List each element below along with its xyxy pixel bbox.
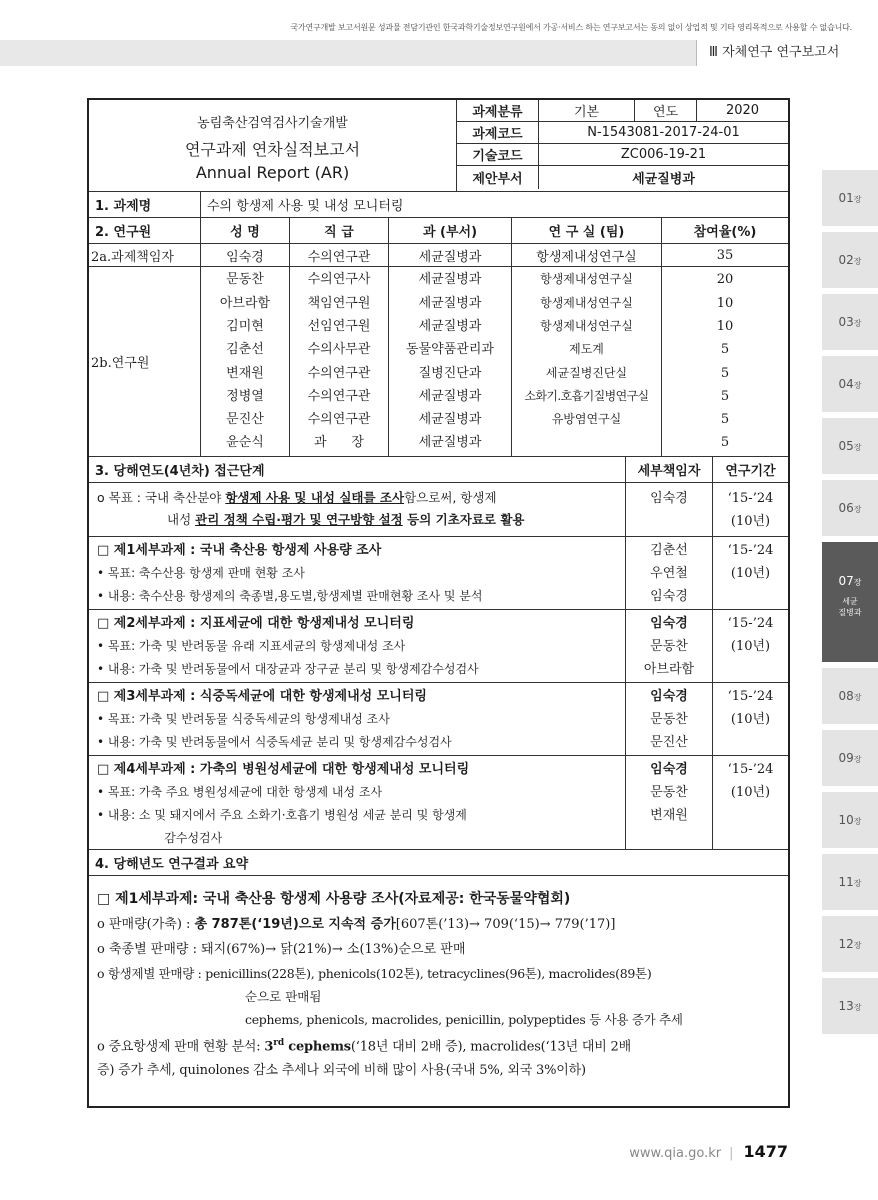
members-row — [89, 267, 788, 457]
member-name: 변재원 — [226, 365, 264, 381]
member-name: 윤순식 — [226, 435, 264, 451]
year-label: 연도 — [635, 100, 697, 121]
col-name: 성 명 — [201, 218, 290, 243]
report-table — [87, 98, 790, 1108]
subtask-2-resp: 임숙경 문동찬 아브라함 — [626, 610, 713, 682]
subtask-3-period: ‘15-’24 (10년) — [727, 689, 774, 727]
subtask-1 — [89, 537, 626, 609]
subtask-3 — [89, 683, 626, 755]
subtask-2 — [89, 610, 626, 682]
goal-resp: 임숙경 — [626, 483, 713, 536]
tab-ch12[interactable]: 12장 — [822, 916, 878, 972]
member-dept: 질병진단과 — [418, 365, 482, 381]
goal-text-3: 함으로써, 항생제 — [404, 490, 497, 505]
copyright-notice: 국가연구개발 보고서원문 성과물 전담기관인 한국과학기술정보연구원에서 가공·서비스 하는 연구보고서는 동의 없이 상업적 및 기타 영리목적으로 사용할 수 없습니다. — [290, 23, 852, 32]
lead-pct: 35 — [716, 247, 734, 263]
page-footer — [629, 1142, 788, 1161]
approach-label: 3. 당해연도(4년차) 접근단계 — [89, 457, 626, 482]
member-dept: 세균질병과 — [418, 295, 482, 311]
member-title: 책임연구원 — [307, 295, 371, 311]
results-line-4b: 증) 증가 추세, quinolones 감소 추세나 외국에 비해 많이 사용(국내 5%, 외국 3%이하) — [97, 1063, 586, 1079]
goal-text-6: 등의 기초자료로 활용 — [402, 512, 525, 527]
tab-ch03[interactable]: 03장 — [822, 294, 878, 350]
member-lab: 항생제내성연구실 — [540, 318, 633, 333]
subtask-4-title: □ 제4세부과제 : 가축의 병원성세균에 대한 항생제내성 모니터링 — [97, 762, 470, 777]
tab-ch08[interactable]: 08장 — [822, 668, 878, 724]
member-dept: 세균질병과 — [418, 272, 482, 288]
results-header-row — [89, 850, 788, 876]
members-depts — [389, 267, 512, 456]
title-line3: Annual Report (AR) — [195, 163, 350, 182]
goal-text-1: o 목표 : 국내 축산분야 — [97, 490, 226, 505]
tab-ch01[interactable]: 01장 — [822, 170, 878, 226]
subtask-2-line: • 내용: 가축 및 반려동물에서 대장균과 장구균 분리 및 항생제감수성검사 — [97, 662, 479, 676]
chapter-tabs — [822, 170, 878, 1040]
subtask-3-resp: 임숙경 문동찬 문진산 — [626, 683, 713, 755]
tab-ch09[interactable]: 09장 — [822, 730, 878, 786]
member-title: 수의연구관 — [307, 388, 371, 404]
member-name: 김미현 — [226, 318, 264, 334]
approach-header-row — [89, 457, 788, 483]
col-lab: 연 구 실 (팀) — [512, 218, 662, 243]
subtask-2-row — [89, 610, 788, 683]
chapter-header: Ⅲ 자체연구 연구보고서 — [696, 40, 878, 66]
subtask-1-line: • 내용: 축수산용 항생제의 축종별,용도별,항생제별 판매현황 조사 및 분석 — [97, 589, 483, 603]
lead-row — [89, 244, 788, 267]
member-lab: 항생제내성연구실 — [540, 272, 633, 287]
results-line-3b: 순으로 판매됨 — [245, 989, 322, 1004]
results-line-4: o 중요항생제 판매 현황 분석: 3rd cephems(‘18년 대비 2배 증), macrolides(‘13년 대비 2배 — [97, 1038, 631, 1055]
member-title: 수의연구관 — [307, 412, 371, 428]
results-label: 4. 당해년도 연구결과 요약 — [95, 857, 249, 872]
project-name-label: 1. 과제명 — [89, 192, 201, 217]
members-pcts — [662, 267, 788, 456]
member-lab: 제도계 — [569, 342, 604, 357]
member-lab: 세균질병진단실 — [545, 365, 628, 380]
member-dept: 세균질병과 — [418, 435, 482, 451]
tab-ch13[interactable]: 13장 — [822, 978, 878, 1034]
col-dept: 과 (부서) — [389, 218, 512, 243]
results-line-3c: cephems, phenicols, macrolides, penicillin, polypeptides 등 사용 증가 추세 — [245, 1012, 683, 1027]
subtask-4-row — [89, 756, 788, 850]
member-title: 수의연구관 — [307, 365, 371, 381]
goal-text-2: 항생제 사용 및 내성 실태를 조사 — [225, 490, 405, 505]
tab-ch11[interactable]: 11장 — [822, 854, 878, 910]
class-label: 과제분류 — [457, 100, 539, 121]
subtask-1-row — [89, 537, 788, 610]
goal-period: ‘15-’24 (10년) — [727, 491, 774, 529]
dept-value: 세균질병과 — [632, 172, 695, 187]
staff-label: 2. 연구원 — [89, 218, 201, 243]
project-name-value: 수의 항생제 사용 및 내성 모니터링 — [207, 199, 404, 214]
results-line-3: o 항생제별 판매량 : penicillins(228톤), phenicols(102톤), tetracyclines(96톤), macrolides(89톤) — [97, 966, 652, 981]
tab-ch05[interactable]: 05장 — [822, 418, 878, 474]
member-lab: 항생제내성연구실 — [540, 295, 633, 310]
subtask-1-title: □ 제1세부과제 : 국내 축산용 항생제 사용량 조사 — [97, 543, 382, 558]
member-pct: 20 — [716, 272, 734, 288]
members-labs — [512, 267, 662, 456]
results-line-2: o 축종별 판매량 : 돼지(67%)→ 닭(21%)→ 소(13%)순으로 판매 — [97, 942, 466, 957]
member-title: 과 장 — [314, 435, 364, 451]
footer-url[interactable]: www.qia.go.kr — [629, 1146, 722, 1161]
members-titles — [290, 267, 389, 456]
results-line-1: o 판매량(가축) : 총 787톤(‘19년)으로 지속적 증가[607톤(’13)→ 709(‘15)→ 779(’17)] — [97, 917, 616, 932]
lead-name: 임숙경 — [201, 244, 290, 266]
member-name: 정병열 — [226, 388, 264, 404]
project-name-row — [89, 192, 788, 218]
subtask-3-row — [89, 683, 788, 756]
subtask-4-line: • 내용: 소 및 돼지에서 주요 소화기·호흡기 병원성 세균 분리 및 항생제 — [97, 808, 467, 822]
subtask-4 — [89, 756, 626, 849]
tab-ch10[interactable]: 10장 — [822, 792, 878, 848]
member-dept: 동물약품관리과 — [406, 342, 494, 358]
col-resp: 세부책임자 — [626, 457, 713, 482]
member-pct: 5 — [720, 365, 730, 381]
title-line2: 연구과제 연차실적보고서 — [184, 140, 361, 159]
member-dept: 세균질병과 — [418, 388, 482, 404]
member-pct: 10 — [716, 295, 734, 311]
subtask-3-line: • 목표: 가축 및 반려동물 식중독세균의 항생제내성 조사 — [97, 712, 390, 726]
subtask-4-resp: 임숙경 문동찬 변재원 — [626, 756, 713, 849]
lead-dept: 세균질병과 — [389, 244, 512, 266]
year-value: 2020 — [725, 103, 760, 118]
member-title: 수의연구사 — [307, 272, 371, 288]
lead-label: 2a.과제책임자 — [89, 244, 201, 266]
col-period: 연구기간 — [725, 464, 776, 479]
member-name: 문동찬 — [226, 272, 264, 288]
member-pct: 5 — [720, 342, 730, 358]
member-lab: 유방염연구실 — [551, 412, 622, 427]
member-name: 문진산 — [226, 412, 264, 428]
member-dept: 세균질병과 — [418, 412, 482, 428]
member-name: 아브라함 — [219, 295, 271, 311]
subtask-2-line: • 목표: 가축 및 반려동물 유래 지표세균의 항생제내성 조사 — [97, 639, 406, 653]
tab-ch07-active[interactable]: 07장 세균 질병과 — [822, 542, 878, 662]
members-label: 2b.연구원 — [89, 267, 201, 456]
goal-row — [89, 483, 788, 537]
report-title — [89, 100, 457, 191]
code-label: 과제코드 — [457, 122, 539, 143]
col-pct: 참여율(%) — [693, 225, 757, 240]
subtask-4-period: ‘15-’24 (10년) — [727, 762, 774, 800]
results-body-row — [89, 876, 788, 1106]
footer-separator: | — [729, 1146, 734, 1161]
dept-label: 제안부서 — [457, 166, 539, 189]
member-pct: 5 — [720, 388, 730, 404]
member-lab: 소화기.호흡기질병연구실 — [524, 388, 649, 403]
class-value: 기본 — [539, 100, 635, 121]
title-line1: 농림축산검역검사기술개발 — [197, 116, 348, 131]
header-bar — [0, 40, 878, 66]
results-heading: □ 제1세부과제: 국내 축산용 항생제 사용량 조사(자료제공: 한국동물약협회) — [97, 891, 571, 907]
meta-table — [457, 100, 788, 191]
subtask-4-line: • 목표: 가축 주요 병원성세균에 대한 항생제 내성 조사 — [97, 785, 383, 799]
subtask-1-resp: 김춘선 우연철 임숙경 — [626, 537, 713, 609]
member-pct: 5 — [720, 412, 730, 428]
goal-text-5: 관리 정책 수립·평가 및 연구방향 설정 — [195, 512, 403, 527]
subtask-3-title: □ 제3세부과제 : 식중독세균에 대한 항생제내성 모니터링 — [97, 689, 427, 704]
code-value: N-1543081-2017-24-01 — [587, 125, 740, 140]
member-pct: 5 — [720, 435, 730, 451]
subtask-3-line: • 내용: 가축 및 반려동물에서 식중독세균 분리 및 항생제감수성검사 — [97, 735, 452, 749]
subtask-1-line: • 목표: 축수산용 항생제 판매 현황 조사 — [97, 566, 305, 580]
tech-value: ZC006-19-21 — [620, 147, 707, 162]
tab-ch04[interactable]: 04장 — [822, 356, 878, 412]
member-pct: 10 — [716, 318, 734, 334]
subtask-2-period: ‘15-’24 (10년) — [727, 616, 774, 654]
results-body — [89, 876, 788, 1106]
subtask-4-line: 감수성검사 — [149, 831, 223, 845]
page-number: 1477 — [743, 1142, 788, 1161]
staff-header-row — [89, 218, 788, 244]
member-name: 김춘선 — [226, 342, 264, 358]
subtask-2-title: □ 제2세부과제 : 지표세균에 대한 항생제내성 모니터링 — [97, 616, 415, 631]
col-title: 직 급 — [290, 218, 389, 243]
tech-label: 기술코드 — [457, 144, 539, 165]
goal-text-4: 내성 — [167, 512, 196, 527]
goal-text — [89, 483, 626, 536]
member-title: 수의사무관 — [307, 342, 371, 358]
tab-ch06[interactable]: 06장 — [822, 480, 878, 536]
member-dept: 세균질병과 — [418, 318, 482, 334]
member-title: 선임연구원 — [307, 318, 371, 334]
members-names — [201, 267, 290, 456]
lead-title: 수의연구관 — [290, 244, 389, 266]
lead-lab: 항생제내성연구실 — [512, 244, 662, 266]
tab-ch02[interactable]: 02장 — [822, 232, 878, 288]
title-row — [89, 100, 788, 192]
subtask-1-period: ‘15-’24 (10년) — [727, 543, 774, 581]
